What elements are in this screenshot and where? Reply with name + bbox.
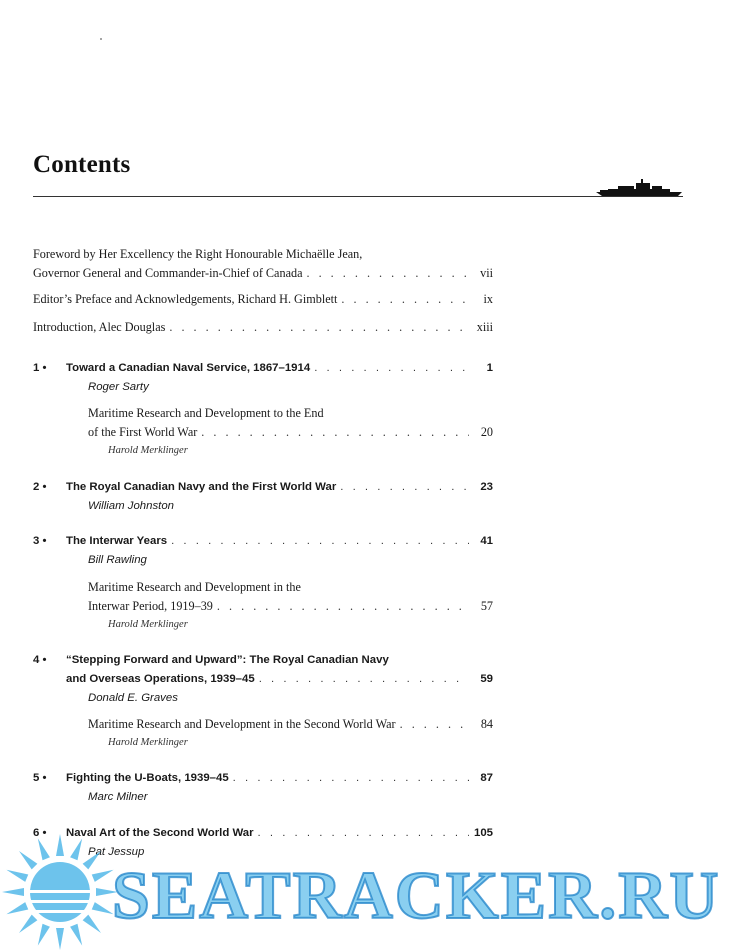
chapter-title-line xyxy=(33,670,493,689)
toc-line xyxy=(33,290,493,309)
chapter-title-line xyxy=(33,478,493,497)
chapter-title-line xyxy=(33,359,493,378)
subentry-author: Harold Merklinger xyxy=(108,445,188,456)
leader-dots xyxy=(259,670,469,689)
page-number: 84 xyxy=(480,717,493,731)
subentry-line xyxy=(88,578,493,597)
leader-dots xyxy=(169,318,469,337)
toc-line xyxy=(33,318,493,337)
chapter-title: Toward a Canadian Naval Service, 1867–1914 xyxy=(66,362,311,374)
toc-front-preface xyxy=(33,290,493,309)
page-number: 1 xyxy=(486,362,493,374)
toc-line xyxy=(33,264,493,283)
leader-dots xyxy=(233,769,469,788)
toc-line xyxy=(33,245,493,264)
page-number: 41 xyxy=(480,535,493,547)
toc-chapter-1 xyxy=(33,359,493,397)
scan-speck xyxy=(100,38,102,40)
warship-silhouette-icon xyxy=(594,178,684,198)
chapter-title-line xyxy=(33,532,493,551)
chapter-number: 2 • xyxy=(33,481,47,493)
toc-subentry-1 xyxy=(88,404,493,459)
toc-chapter-3 xyxy=(33,532,493,570)
leader-dots xyxy=(201,423,469,442)
leader-dots xyxy=(341,290,469,309)
subentry-line xyxy=(88,423,493,442)
subentry-line xyxy=(88,597,493,616)
subentry-title: Interwar Period, 1919–39 xyxy=(88,599,213,613)
toc-text: Introduction, Alec Douglas xyxy=(33,320,166,334)
leader-dots xyxy=(306,264,469,283)
chapter-number: 1 • xyxy=(33,362,47,374)
leader-dots xyxy=(171,532,469,551)
chapter-author: Roger Sarty xyxy=(88,381,149,393)
subentry-author: Harold Merklinger xyxy=(108,737,188,748)
toc-front-foreword xyxy=(33,245,493,283)
toc-chapter-5 xyxy=(33,769,493,807)
chapter-title: The Royal Canadian Navy and the First World War xyxy=(66,481,337,493)
toc-chapter-4 xyxy=(33,651,493,708)
subentry-line xyxy=(88,715,493,734)
page-number: 59 xyxy=(480,673,493,685)
leader-dots xyxy=(340,478,469,497)
subentry-author: Harold Merklinger xyxy=(108,619,188,630)
chapter-title: “Stepping Forward and Upward”: The Royal Canadian Navy xyxy=(66,654,389,666)
chapter-number: 6 • xyxy=(33,827,47,839)
chapter-author: Marc Milner xyxy=(88,791,148,803)
leader-dots xyxy=(217,597,469,616)
chapter-author: Bill Rawling xyxy=(88,554,147,566)
subentry-title: Maritime Research and Development in the Second World War xyxy=(88,717,396,731)
toc-front-introduction xyxy=(33,318,493,337)
chapter-author: Donald E. Graves xyxy=(88,692,178,704)
chapter-number: 5 • xyxy=(33,772,47,784)
toc-subentry-3 xyxy=(88,578,493,633)
toc-chapter-2 xyxy=(33,478,493,516)
page-number: vii xyxy=(480,266,493,280)
chapter-title: Fighting the U-Boats, 1939–45 xyxy=(66,772,229,784)
heading-rule xyxy=(33,196,683,197)
chapter-number: 3 • xyxy=(33,535,47,547)
toc-text: Editor’s Preface and Acknowledgements, Richard H. Gimblett xyxy=(33,292,338,306)
toc-subentry-4 xyxy=(88,715,493,751)
page-number: 105 xyxy=(473,827,493,839)
subentry-line xyxy=(88,404,493,423)
chapter-title-line xyxy=(33,651,493,670)
chapter-title: and Overseas Operations, 1939–45 xyxy=(66,673,255,685)
page-number: 23 xyxy=(480,481,493,493)
page-number: 57 xyxy=(480,599,493,613)
page-number: ix xyxy=(483,292,493,306)
page-number: xiii xyxy=(476,320,493,334)
chapter-title-line xyxy=(33,769,493,788)
page-number: 20 xyxy=(480,425,493,439)
chapter-author: William Johnston xyxy=(88,500,174,512)
leader-dots xyxy=(314,359,469,378)
toc-text: Governor General and Commander-in-Chief of Canada xyxy=(33,266,303,280)
subentry-title: Maritime Research and Development to the End xyxy=(88,406,324,420)
page-title: Contents xyxy=(33,151,131,178)
chapter-title: Naval Art of the Second World War xyxy=(66,827,254,839)
subentry-title: Maritime Research and Development in the xyxy=(88,580,301,594)
toc-text: Foreword by Her Excellency the Right Honourable Michaëlle Jean, xyxy=(33,247,363,261)
chapter-title: The Interwar Years xyxy=(66,535,168,547)
subentry-title: of the First World War xyxy=(88,425,198,439)
chapter-number: 4 • xyxy=(33,654,47,666)
watermark-text: SEATRACKER.RU xyxy=(112,857,721,933)
chapter-author: Pat Jessup xyxy=(88,846,145,858)
page-number: 87 xyxy=(480,772,493,784)
leader-dots xyxy=(400,715,469,734)
